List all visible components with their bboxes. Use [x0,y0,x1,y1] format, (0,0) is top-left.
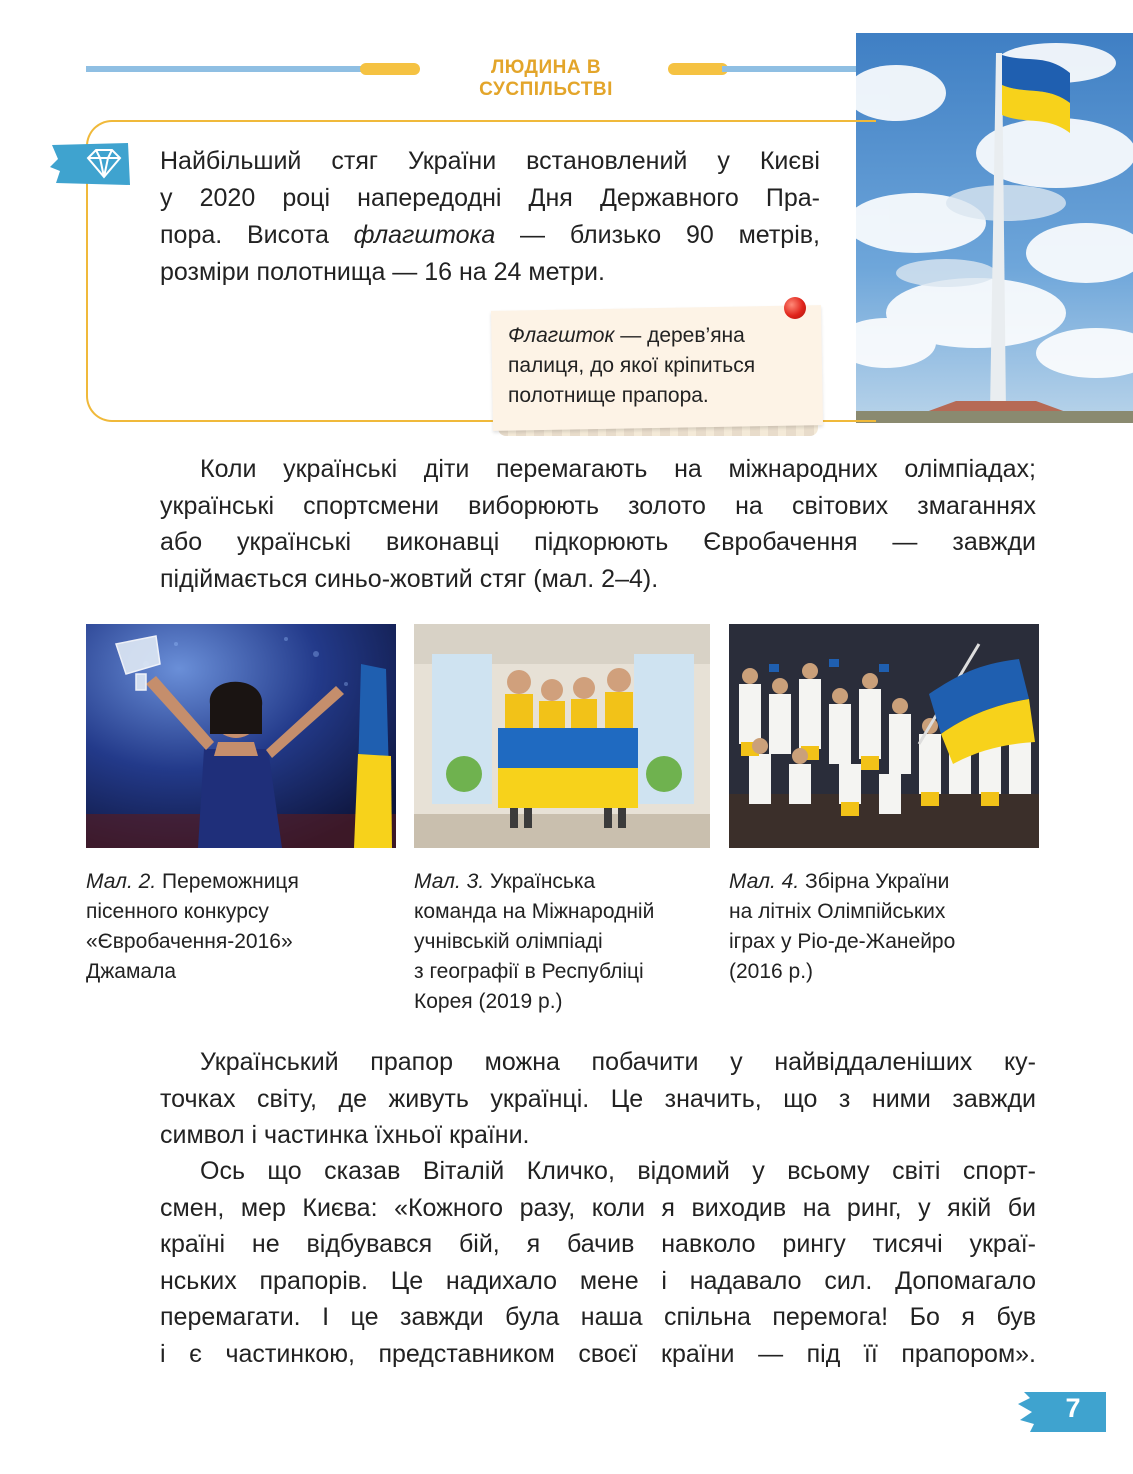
paragraph-line: українські спортсмени виборюють золото на світових змаганнях [160,491,1036,520]
caption-line: учнівській олімпіаді [414,930,603,953]
section-title: ЛЮДИНА В СУСПІЛЬСТВІ [479,57,613,100]
caption-line: Корея (2019 р.) [414,990,563,1013]
caption-line: (2016 р.) [729,960,814,983]
caption-line: з географії в Республіці [414,960,644,983]
definition-text [508,321,808,411]
caption-line: іграх у Ріо-де-Жанейро [729,930,956,953]
caption-lead: Мал. 2. [86,870,157,893]
paragraph-line: перемагати. І це завжди була наша спільна перемога! Бо я був [160,1303,1036,1331]
paragraph-line: Коли українські діти перемагають на міжнародних олімпіадах; [200,455,1036,483]
photo-eurovision-winner [86,624,396,848]
paragraph-line: смен, мер Києва: «Кожного разу, коли я виходив на ринг, у якій би [160,1193,1036,1222]
term-flagpole: флагштока [353,221,496,249]
caption-part: Збірна України [799,870,950,893]
paragraph-line: Український прапор можна побачити у найвіддаленіших ку- [200,1048,1036,1076]
caption-line: на літніх Олімпійських [729,900,946,923]
caption-lead: Мал. 4. [729,870,800,893]
paragraph-2 [160,1044,1036,1154]
caption-line: Джамала [86,960,176,983]
paragraph-line: точках світу, де живуть українці. Це значить, що з ними завжди [160,1084,1036,1113]
definition-line [508,321,808,351]
paragraph-line: і є частинкою, представником своєї країни — під її прапором». [160,1339,1036,1368]
photo-geography-olympiad-team [414,624,710,848]
definition-line: палиця, до якої кріпиться [508,354,756,377]
page-number: 7 [1065,1393,1081,1423]
caption-part: Переможниця [156,870,299,893]
caption-line: пісенного конкурсу [86,900,269,923]
paragraph-line: підіймається синьо-жовтий стяг (мал. 2–4). [160,564,659,593]
caption-fig-2 [86,867,386,987]
photo-olympic-team-parade [729,624,1039,848]
definition-term: Флагшток [508,324,615,347]
pushpin-icon [784,297,806,319]
caption-line [729,867,1029,897]
paragraph-line: або українські виконавці підкорюють Євробачення — завжди [160,528,1036,556]
definition-part: — дерев’яна [614,324,745,347]
caption-fig-4 [729,867,1029,987]
paragraph-3 [160,1153,1036,1372]
paragraph-line: нських прапорів. Це надихало мене і надавало сил. Допомагало [160,1266,1036,1295]
header-line-left [86,66,372,72]
paragraph-line: символ і частинка їхньої країни. [160,1121,530,1149]
header-brush-left [360,63,420,75]
fact-text-part: — близько 90 метрів, [495,221,820,249]
caption-part: Українська [484,870,596,893]
paragraph-line: Ось що сказав Віталій Кличко, відомий у всьому світі спорт- [200,1157,1036,1185]
caption-lead: Мал. 3. [414,870,485,893]
caption-line [86,867,386,897]
paragraph-1 [160,451,1036,597]
header-line-right [722,66,856,72]
caption-line [414,867,714,897]
header-brush-right [668,63,728,75]
definition-line: полотнище прапора. [508,384,709,407]
photo-kyiv-flagpole [856,33,1133,423]
fact-line: розміри полотнища — 16 на 24 метри. [160,258,605,286]
caption-line: команда на Міжнародній [414,900,655,923]
fact-text-part: пора. Висота [160,221,354,249]
caption-line: «Євробачення-2016» [86,930,293,953]
diamond-icon [50,141,132,187]
paragraph-line: країні не відбувався бій, я бачив навколо рингу тисячі украї- [160,1230,1036,1258]
fact-line: у 2020 році напередодні Дня Державного Пра- [160,184,820,212]
fact-text [160,143,820,291]
caption-fig-3 [414,867,714,1017]
fact-line [160,217,820,254]
fact-line: Найбільший стяг України встановлений у Києві [160,147,820,175]
